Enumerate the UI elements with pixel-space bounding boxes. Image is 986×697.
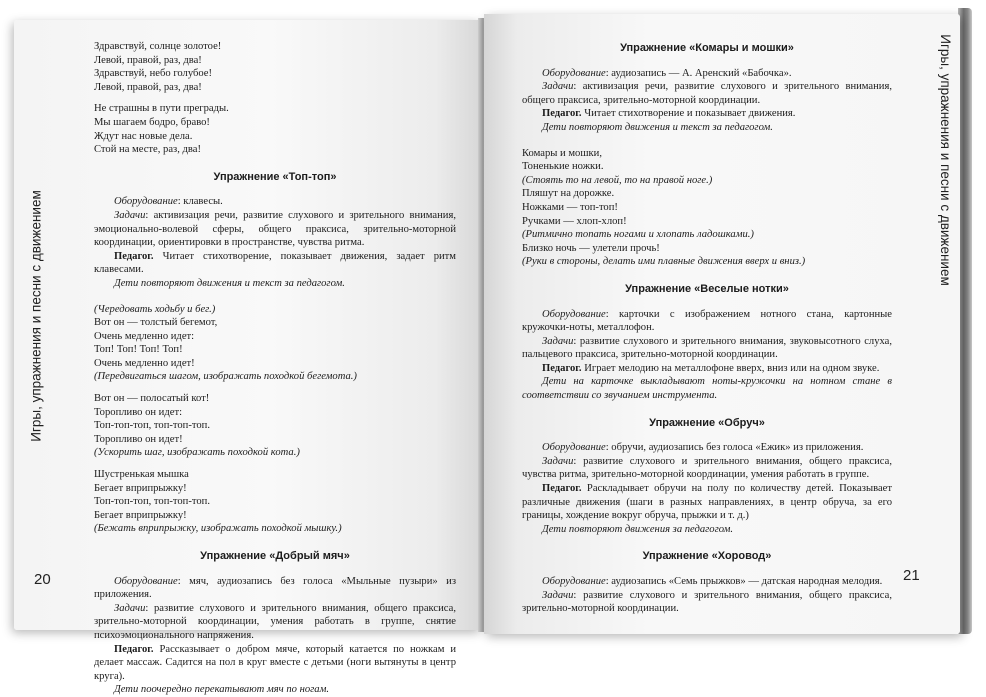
poem-stanza — [94, 303, 456, 385]
stage-direction: (Ускорить шаг, изображать походкой кота.) — [94, 447, 300, 459]
equipment-text: : аудиозапись «Семь прыжков» — датская народная мелодия. — [605, 576, 883, 587]
poem-stanza — [94, 468, 456, 536]
poem-line: Здравствуй, солнце золотое! — [94, 41, 222, 52]
poem-line: Очень медленно идет! — [94, 357, 195, 369]
equipment-paragraph — [94, 195, 456, 209]
poem-line: Левой, правой, раз, два! — [94, 54, 202, 66]
teacher-label: Педагог. — [114, 643, 154, 655]
poem-line: Левой, правой, раз, два! — [94, 81, 202, 93]
equipment-text: : карточки с изображением нотного стана, картонные кружочки-ноты, металлофон. — [522, 308, 892, 334]
tasks-paragraph — [522, 455, 892, 482]
poem-line: Ждут нас новые дела. — [94, 130, 193, 142]
poem-line: Не страшны в пути преграды. — [94, 103, 229, 115]
poem-stanza — [94, 40, 456, 94]
poem-line: Топ-топ-топ, топ-топ-топ. — [94, 496, 210, 508]
exercise-title: Упражнение «Добрый мяч» — [200, 550, 350, 562]
poem-line: Торопливо он идет: — [94, 406, 183, 418]
poem-line: Тоненькие ножки. — [522, 161, 604, 173]
poem-line: Комары и мошки, — [522, 147, 602, 159]
teacher-paragraph — [522, 107, 892, 121]
tasks-paragraph — [94, 602, 456, 643]
children-paragraph: Дети повторяют движения и текст за педагогом. — [114, 277, 345, 289]
poem-line: Вот он — толстый бегемот, — [94, 317, 218, 329]
teacher-label: Педагог. — [114, 250, 154, 262]
equipment-paragraph — [522, 575, 892, 589]
poem-line: Ручками — хлоп-хлоп! — [522, 215, 627, 227]
tasks-paragraph — [522, 589, 892, 616]
poem-line: Здравствуй, небо голубое! — [94, 68, 213, 80]
right-running-title: Игры, упражнения и песни с движением — [937, 34, 953, 286]
tasks-text: : развитие слухового и зрительного внимания, общего праксиса, зрительно-моторной координации, умения работать в группе, снятие психоэмоционального напряжения. — [94, 602, 456, 641]
teacher-text: Читает стихотворение и показывает движения. — [581, 108, 796, 120]
tasks-label: Задачи — [542, 589, 574, 601]
stage-direction: (Передвигаться шагом, изображать походкой бегемота.) — [94, 371, 357, 383]
equipment-paragraph — [522, 67, 892, 81]
tasks-text: : развитие слухового и зрительного внимания, общего праксиса, зрительно-моторной координации. — [522, 589, 892, 615]
teacher-paragraph — [522, 482, 892, 523]
left-page-text — [94, 40, 456, 697]
right-page-number: 21 — [903, 567, 920, 584]
children-paragraph: Дети на карточке выкладывают ноты-кружочки на нотном стане в соответствии со звучанием инструмента. — [522, 376, 892, 402]
tasks-label: Задачи — [542, 335, 574, 347]
tasks-text: : активизация речи, развитие слухового и зрительного внимания, общего праксиса, зрительно-моторной координации. — [522, 81, 892, 106]
equipment-text: : обручи, аудиозапись без голоса «Ежик» из приложения. — [605, 442, 864, 454]
stage-direction: (Ритмично топать ногами и хлопать ладошками.) — [522, 229, 754, 241]
children-paragraph: Дети повторяют движения и текст за педагогом. — [542, 121, 773, 133]
poem-line: Ножками — топ-топ! — [522, 201, 618, 213]
exercise-title: Упражнение «Комары и мошки» — [620, 42, 794, 54]
equipment-label: Оборудование — [114, 196, 178, 208]
poem-stanza — [522, 147, 892, 269]
tasks-text: : активизация речи, развитие слухового и зрительного внимания, эмоционально-волевой сферы, общего праксиса, зрительно-моторной координации, ориентировки в пространстве, чувства ритма. — [94, 209, 456, 249]
left-running-title: Игры, упражнения и песни с движением — [28, 190, 44, 442]
equipment-paragraph — [522, 308, 892, 335]
tasks-paragraph — [522, 335, 892, 362]
children-paragraph: Дети повторяют движения за педагогом. — [542, 523, 734, 535]
tasks-paragraph — [94, 209, 456, 250]
poem-line: Бегает вприпрыжку! — [94, 482, 187, 494]
stage-direction: (Руки в стороны, делать ими плавные движения вверх и вниз.) — [522, 256, 806, 268]
right-page-text — [522, 40, 892, 616]
tasks-label: Задачи — [114, 209, 146, 221]
poem-stanza — [94, 102, 456, 156]
teacher-text: Читает стихотворение, показывает движения, задает ритм клавесами. — [94, 250, 456, 276]
poem-line: Топ-топ-топ, топ-топ-топ. — [94, 420, 210, 432]
poem-line: Шустренькая мышка — [94, 469, 189, 481]
equipment-text: : мяч, аудиозапись без голоса «Мыльные пузыри» из приложения. — [94, 575, 456, 601]
tasks-text: : развитие слухового и зрительного внимания, звуковысотного слуха, пальцевого праксиса, зрительно-моторной координации. — [522, 335, 892, 361]
equipment-text: : аудиозапись — А. Аренский «Бабочка». — [605, 67, 792, 79]
equipment-label: Оборудование — [542, 442, 606, 454]
teacher-paragraph — [522, 362, 892, 376]
equipment-text: : клавесы. — [177, 196, 223, 208]
tasks-label: Задачи — [542, 81, 574, 93]
poem-line: Топ! Топ! Топ! Топ! — [94, 344, 183, 356]
teacher-label: Педагог. — [542, 108, 582, 120]
tasks-label: Задачи — [114, 602, 146, 614]
exercise-title: Упражнение «Хоровод» — [642, 550, 772, 563]
poem-stanza — [94, 392, 456, 460]
equipment-paragraph — [522, 441, 892, 455]
poem-line: Близко ночь — улетели прочь! — [522, 242, 660, 254]
exercise-title: Упражнение «Обруч» — [649, 416, 765, 429]
teacher-text: Раскладывает обручи на полу по количеству детей. Показывает различные движения (шаги в разных направлениях, в центр обруча, за его границы, хождение вокруг обруча, прыжки и т. д.) — [522, 483, 892, 522]
equipment-label: Оборудование — [114, 575, 178, 587]
exercise-title: Упражнение «Веселые нотки» — [625, 282, 789, 295]
poem-line: Торопливо он идет! — [94, 433, 183, 445]
poem-line: Вот он — полосатый кот! — [94, 393, 210, 405]
exercise-title: Упражнение «Топ-топ» — [213, 170, 337, 183]
children-paragraph: Дети поочередно перекатывают мяч по ногам. — [114, 684, 329, 696]
teacher-paragraph — [94, 643, 456, 684]
poem-line: Бегает вприпрыжку! — [94, 509, 187, 521]
teacher-text: Играет мелодию на металлофоне вверх, вниз или на одном звуке. — [581, 362, 880, 374]
equipment-label: Оборудование — [542, 67, 606, 79]
tasks-text: : развитие слухового и зрительного внимания, общего праксиса, чувства ритма, зрительно-моторной координации, умения работать в группе. — [522, 455, 892, 481]
teacher-label: Педагог. — [542, 362, 582, 374]
poem-line: Мы шагаем бодро, браво! — [94, 116, 210, 128]
stage-direction: (Стоять то на левой, то на правой ноге.) — [522, 174, 713, 186]
stage-direction: (Чередовать ходьбу и бег.) — [94, 303, 216, 315]
teacher-text: Рассказывает о добром мяче, который катается по ножкам и делает массаж. Садится на пол в круг вместе с детьми (ноги вытянуты в центр круга). — [94, 643, 456, 682]
poem-line: Стой на месте, раз, два! — [94, 144, 202, 156]
poem-line: Очень медленно идет: — [94, 330, 195, 342]
tasks-paragraph — [522, 80, 892, 107]
equipment-label: Оборудование — [542, 576, 606, 587]
equipment-paragraph — [94, 575, 456, 602]
teacher-paragraph — [94, 250, 456, 277]
stage-direction: (Бежать вприпрыжку, изображать походкой мышку.) — [94, 523, 342, 535]
equipment-label: Оборудование — [542, 308, 606, 320]
poem-line: Пляшут на дорожке. — [522, 188, 615, 200]
page-stack-edge — [958, 8, 972, 634]
tasks-label: Задачи — [542, 455, 574, 467]
teacher-label: Педагог. — [542, 483, 582, 495]
left-page-number: 20 — [34, 571, 51, 588]
